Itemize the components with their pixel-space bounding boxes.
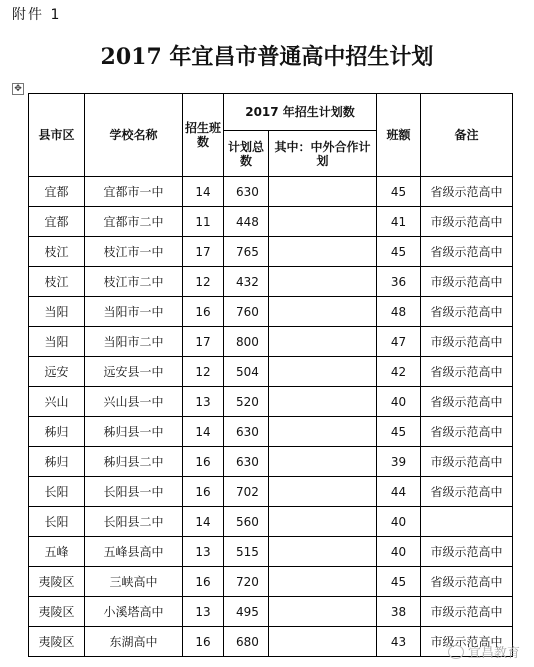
header-county: 县市区 — [29, 94, 85, 177]
cell-sino-foreign — [269, 597, 377, 627]
header-classes: 招生班数 — [183, 94, 224, 177]
cell-total: 720 — [224, 567, 269, 597]
cell-class-size: 40 — [377, 537, 421, 567]
cell-classes: 14 — [183, 417, 224, 447]
cell-school: 宜都市一中 — [85, 177, 183, 207]
cell-total: 448 — [224, 207, 269, 237]
cell-remark: 省级示范高中 — [421, 387, 513, 417]
cell-remark: 省级示范高中 — [421, 567, 513, 597]
cell-class-size: 36 — [377, 267, 421, 297]
cell-remark: 省级示范高中 — [421, 177, 513, 207]
cell-class-size: 43 — [377, 627, 421, 657]
cell-school: 枝江市一中 — [85, 237, 183, 267]
cell-remark: 市级示范高中 — [421, 207, 513, 237]
cell-county: 长阳 — [29, 477, 85, 507]
cell-county: 秭归 — [29, 447, 85, 477]
cell-total: 760 — [224, 297, 269, 327]
cell-sino-foreign — [269, 417, 377, 447]
cell-remark: 省级示范高中 — [421, 477, 513, 507]
table-row — [29, 297, 513, 327]
cell-sino-foreign — [269, 357, 377, 387]
cell-sino-foreign — [269, 567, 377, 597]
cell-total: 630 — [224, 447, 269, 477]
enrollment-plan-table — [28, 93, 513, 657]
cell-school: 宜都市二中 — [85, 207, 183, 237]
cell-classes: 13 — [183, 537, 224, 567]
cell-sino-foreign — [269, 627, 377, 657]
cell-school: 长阳县二中 — [85, 507, 183, 537]
cell-total: 765 — [224, 237, 269, 267]
cell-total: 702 — [224, 477, 269, 507]
cell-remark — [421, 507, 513, 537]
header-plan-group: 2017 年招生计划数 — [224, 94, 377, 131]
header-remark: 备注 — [421, 94, 513, 177]
cell-school: 当阳市一中 — [85, 297, 183, 327]
cell-total: 515 — [224, 537, 269, 567]
cell-classes: 16 — [183, 567, 224, 597]
cell-classes: 12 — [183, 357, 224, 387]
cell-class-size: 45 — [377, 237, 421, 267]
cell-school: 秭归县一中 — [85, 417, 183, 447]
cell-remark: 市级示范高中 — [421, 267, 513, 297]
cell-total: 630 — [224, 417, 269, 447]
cell-classes: 17 — [183, 327, 224, 357]
cell-remark: 市级示范高中 — [421, 537, 513, 567]
cell-sino-foreign — [269, 327, 377, 357]
cell-sino-foreign — [269, 387, 377, 417]
cell-school: 枝江市二中 — [85, 267, 183, 297]
cell-class-size: 40 — [377, 507, 421, 537]
cell-county: 枝江 — [29, 237, 85, 267]
table-row — [29, 357, 513, 387]
cell-classes: 16 — [183, 447, 224, 477]
cell-classes: 16 — [183, 297, 224, 327]
cell-classes: 17 — [183, 237, 224, 267]
table-body — [29, 177, 513, 657]
cell-school: 三峡高中 — [85, 567, 183, 597]
attachment-label: 附件 1 — [12, 7, 62, 23]
cell-county: 夷陵区 — [29, 567, 85, 597]
cell-total: 630 — [224, 177, 269, 207]
cell-sino-foreign — [269, 477, 377, 507]
cell-class-size: 39 — [377, 447, 421, 477]
document-title: 2017 年宜昌市普通高中招生计划 — [100, 44, 434, 70]
cell-classes: 12 — [183, 267, 224, 297]
header-sino-foreign: 其中：中外合作计划 — [269, 131, 377, 177]
header-plan-total: 计划总数 — [224, 131, 269, 177]
table-row — [29, 417, 513, 447]
cell-county: 秭归 — [29, 417, 85, 447]
cell-county: 五峰 — [29, 537, 85, 567]
cell-county: 兴山 — [29, 387, 85, 417]
cell-class-size: 44 — [377, 477, 421, 507]
cell-class-size: 48 — [377, 297, 421, 327]
cell-school: 长阳县一中 — [85, 477, 183, 507]
cell-sino-foreign — [269, 267, 377, 297]
table-row — [29, 627, 513, 657]
cell-remark: 市级示范高中 — [421, 627, 513, 657]
cell-total: 432 — [224, 267, 269, 297]
cell-county: 宜都 — [29, 177, 85, 207]
cell-total: 800 — [224, 327, 269, 357]
table-row — [29, 597, 513, 627]
table-row — [29, 477, 513, 507]
cell-sino-foreign — [269, 207, 377, 237]
cell-county: 当阳 — [29, 297, 85, 327]
cell-county: 当阳 — [29, 327, 85, 357]
cell-sino-foreign — [269, 447, 377, 477]
table-row — [29, 387, 513, 417]
cell-total: 680 — [224, 627, 269, 657]
cell-school: 当阳市二中 — [85, 327, 183, 357]
cell-total: 504 — [224, 357, 269, 387]
table-row — [29, 267, 513, 297]
watermark — [448, 642, 520, 661]
cell-remark: 省级示范高中 — [421, 417, 513, 447]
cell-remark: 省级示范高中 — [421, 297, 513, 327]
cell-classes: 16 — [183, 627, 224, 657]
cell-class-size: 41 — [377, 207, 421, 237]
table-row — [29, 447, 513, 477]
cell-remark: 省级示范高中 — [421, 237, 513, 267]
table-row — [29, 237, 513, 267]
cell-sino-foreign — [269, 537, 377, 567]
cell-class-size: 40 — [377, 387, 421, 417]
cell-school: 五峰县高中 — [85, 537, 183, 567]
cell-remark: 市级示范高中 — [421, 327, 513, 357]
cell-school: 东湖高中 — [85, 627, 183, 657]
cell-county: 长阳 — [29, 507, 85, 537]
cell-remark: 市级示范高中 — [421, 447, 513, 477]
cell-county: 远安 — [29, 357, 85, 387]
table-row — [29, 207, 513, 237]
table-row — [29, 567, 513, 597]
table-row — [29, 537, 513, 567]
table-row — [29, 177, 513, 207]
cell-classes: 14 — [183, 177, 224, 207]
cell-class-size: 42 — [377, 357, 421, 387]
cell-school: 秭归县二中 — [85, 447, 183, 477]
cell-sino-foreign — [269, 177, 377, 207]
cell-county: 夷陵区 — [29, 627, 85, 657]
table-row — [29, 327, 513, 357]
cell-county: 枝江 — [29, 267, 85, 297]
watermark-text: 宜昌教育 — [467, 646, 520, 661]
cell-classes: 13 — [183, 387, 224, 417]
cell-sino-foreign — [269, 507, 377, 537]
cell-class-size: 45 — [377, 177, 421, 207]
cell-class-size: 45 — [377, 417, 421, 447]
cell-county: 夷陵区 — [29, 597, 85, 627]
cell-sino-foreign — [269, 237, 377, 267]
cell-school: 小溪塔高中 — [85, 597, 183, 627]
cell-classes: 16 — [183, 477, 224, 507]
wechat-icon — [448, 645, 464, 659]
cell-class-size: 38 — [377, 597, 421, 627]
cell-total: 520 — [224, 387, 269, 417]
table-row — [29, 507, 513, 537]
cell-remark: 市级示范高中 — [421, 597, 513, 627]
cell-classes: 14 — [183, 507, 224, 537]
cell-classes: 11 — [183, 207, 224, 237]
cell-class-size: 45 — [377, 567, 421, 597]
cell-county: 宜都 — [29, 207, 85, 237]
cell-remark: 省级示范高中 — [421, 357, 513, 387]
header-school: 学校名称 — [85, 94, 183, 177]
cell-total: 560 — [224, 507, 269, 537]
header-class-size: 班额 — [377, 94, 421, 177]
table-move-handle-icon[interactable]: ✥ — [12, 83, 24, 95]
cell-total: 495 — [224, 597, 269, 627]
cell-classes: 13 — [183, 597, 224, 627]
cell-school: 远安县一中 — [85, 357, 183, 387]
cell-class-size: 47 — [377, 327, 421, 357]
cell-school: 兴山县一中 — [85, 387, 183, 417]
cell-sino-foreign — [269, 297, 377, 327]
